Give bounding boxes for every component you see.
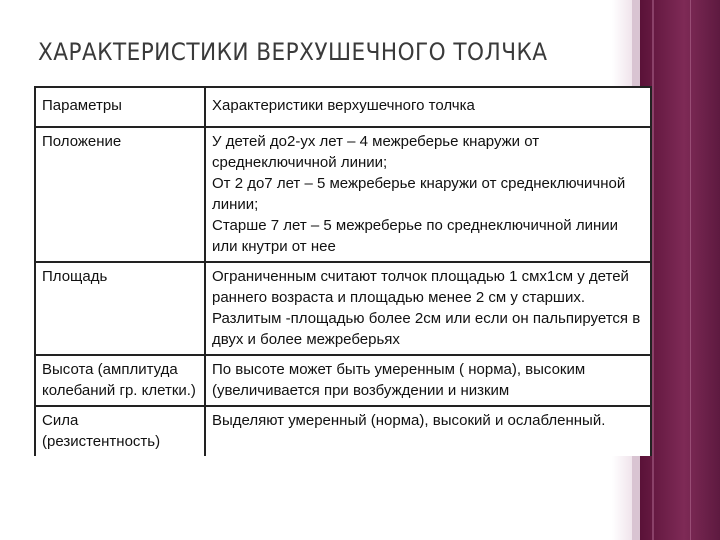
desc-line: У детей до2-ух лет – 4 межреберье кнаружи от среднеключичной линии; xyxy=(212,133,540,171)
table-row-position xyxy=(35,127,651,262)
header-cell-parameters: Параметры xyxy=(35,87,205,127)
desc-line: От 2 до7 лет – 5 межреберье кнаружи от среднеключичной линии; xyxy=(212,175,626,213)
desc-cell xyxy=(205,262,651,355)
param-cell: Сила (резистентность) xyxy=(35,406,205,456)
param-cell: Положение xyxy=(35,127,205,262)
param-cell: Площадь xyxy=(35,262,205,355)
desc-line: Выделяют умеренный (норма), высокий и ослабленный. xyxy=(212,412,606,429)
table-header-row xyxy=(35,87,651,127)
header-cell-characteristics: Характеристики верхушечного толчка xyxy=(205,87,651,127)
slide-title: ХАРАКТЕРИСТИКИ ВЕРХУШЕЧНОГО ТОЛЧКА xyxy=(38,38,548,66)
decor-line-2 xyxy=(690,0,691,540)
desc-line: Ограниченным считают толчок площадью 1 смх1см у детей раннего возраста и площадью менее 2 см у старших. Разлитым -площадью более 2см или если он пальпируется в двух и более межреберьях xyxy=(212,268,641,348)
table-row-height xyxy=(35,355,651,406)
desc-cell xyxy=(205,127,651,262)
table-row-strength xyxy=(35,406,651,456)
desc-cell xyxy=(205,355,651,406)
desc-line: Старше 7 лет – 5 межреберье по среднеключичной линии или кнутри от нее xyxy=(212,217,619,255)
table-row-area xyxy=(35,262,651,355)
desc-cell xyxy=(205,406,651,456)
desc-line: По высоте может быть умеренным ( норма), высоким (увеличивается при возбуждении и низким xyxy=(212,361,586,399)
param-cell: Высота (амплитуда колебаний гр. клетки.) xyxy=(35,355,205,406)
characteristics-table xyxy=(34,86,652,456)
decor-line-1 xyxy=(652,0,654,540)
